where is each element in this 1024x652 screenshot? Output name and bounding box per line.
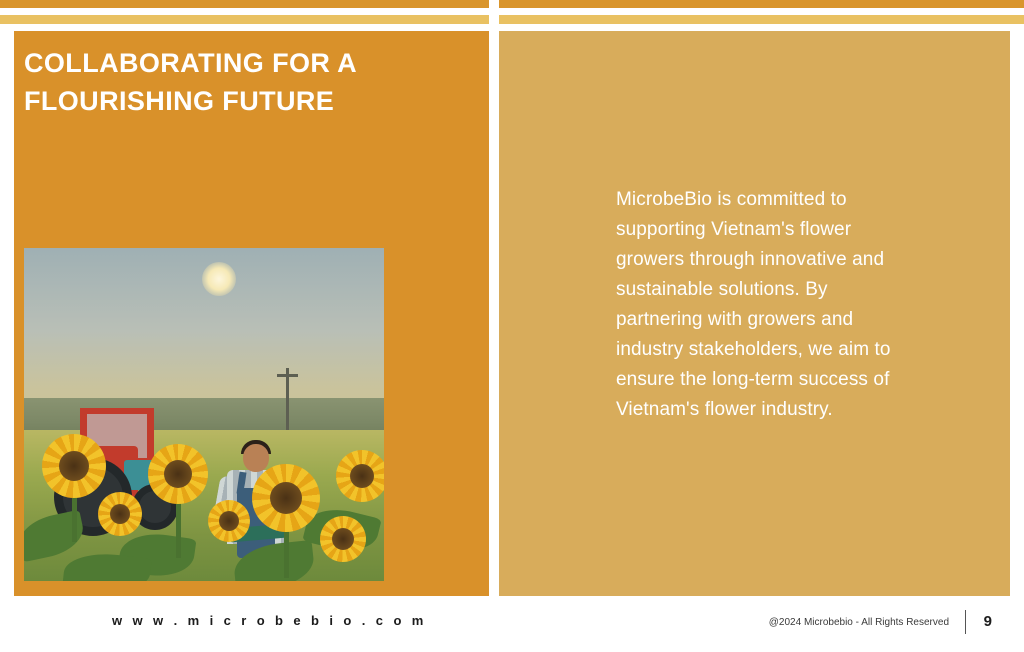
- sunflower-core: [164, 460, 192, 488]
- sunflower: [42, 434, 106, 498]
- sunflower: [98, 492, 142, 536]
- top-accent-gap-white-2: [0, 24, 1024, 31]
- hero-image: [24, 248, 384, 581]
- page-number: 9: [983, 613, 992, 630]
- sunflower: [252, 464, 320, 532]
- sunflower-core: [59, 451, 89, 481]
- footer-copyright: @2024 Microbebio - All Rights Reserved: [768, 617, 949, 628]
- body-paragraph: MicrobeBio is committed to supporting Vietnam's flower growers through innovative and sustainable solutions. By partnering with growers and industry stakeholders, we aim to ensure the long-term success of Vietnam's flower industry.: [616, 189, 891, 420]
- top-accent-gap-white: [0, 8, 1024, 15]
- page-title: COLLABORATING FOR A FLOURISHING FUTURE: [24, 48, 357, 116]
- top-accent-bar-dark: [0, 0, 1024, 8]
- sunflower-core: [110, 504, 130, 524]
- top-bar-column-gap: [489, 0, 499, 31]
- sunflower: [148, 444, 208, 504]
- sunflower-core: [332, 528, 354, 550]
- sunflower: [320, 516, 366, 562]
- sunflower-core: [219, 511, 239, 531]
- sun-icon: [202, 262, 236, 296]
- sunflower: [208, 500, 250, 542]
- sunflower: [336, 450, 384, 502]
- footer-divider: [965, 610, 966, 634]
- sunflower-core: [270, 482, 302, 514]
- sunflower-core: [350, 464, 374, 488]
- footer-website-url[interactable]: w w w . m i c r o b e b i o . c o m: [112, 613, 427, 628]
- top-accent-bar-light: [0, 15, 1024, 24]
